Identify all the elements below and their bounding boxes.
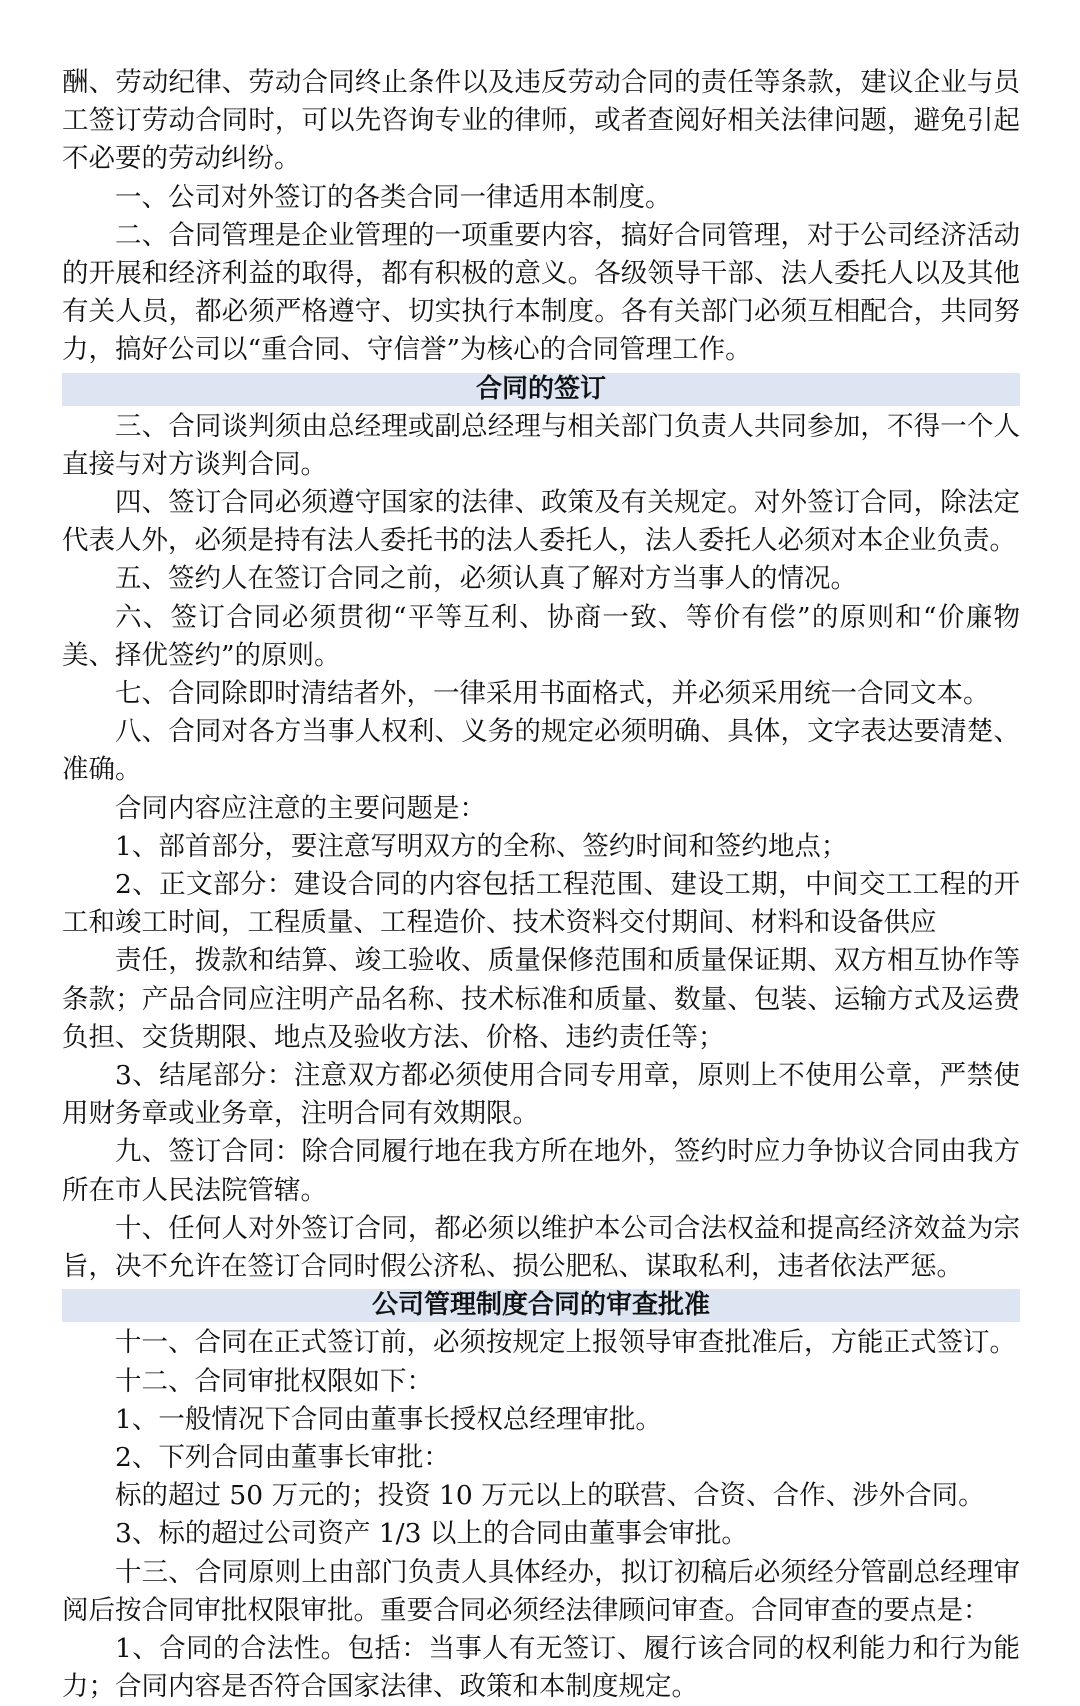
paragraph-intro-continuation: 酬、劳动纪律、劳动合同终止条件以及违反劳动合同的责任等条款，建议企业与员工签订劳动合同时，可以先咨询专业的律师，或者查阅好相关法律问题，避免引起不必要的劳动纠纷。 xyxy=(62,67,1020,175)
paragraph-article-13: 十三、合同原则上由部门负责人具体经办，拟订初稿后必须经分管副总经理审阅后按合同审批权限审批。重要合同必须经法律顾问审查。合同审查的要点是： xyxy=(62,1556,1020,1626)
paragraph-article-9: 九、签订合同：除合同履行地在我方所在地外，签约时应力争协议合同由我方所在市人民法院管辖。 xyxy=(62,1136,1020,1206)
paragraph-article-12-item-2: 2、下列合同由董事长审批： xyxy=(115,1441,450,1473)
paragraph-article-3: 三、合同谈判须由总经理或副总经理与相关部门负责人共同参加，不得一个人直接与对方谈判合同。 xyxy=(62,410,1020,480)
paragraph-article-1: 一、公司对外签订的各类合同一律适用本制度。 xyxy=(115,181,672,213)
paragraph-article-8: 八、合同对各方当事人权利、义务的规定必须明确、具体，文字表达要清楚、准确。 xyxy=(62,716,1020,786)
paragraph-article-12: 十二、合同审批权限如下： xyxy=(115,1365,433,1397)
paragraph-article-12-item-2-detail: 标的超过 50 万元的；投资 10 万元以上的联营、合资、合作、涉外合同。 xyxy=(115,1480,985,1512)
section-heading-contract-signing: 合同的签订 xyxy=(62,373,1020,406)
paragraph-article-8-item-2: 2、正文部分：建设合同的内容包括工程范围、建设工期，中间交工工程的开工和竣工时间，工程质量、工程造价、技术资料交付期间、材料和设备供应 xyxy=(62,869,1020,939)
paragraph-article-8-item-3: 3、结尾部分：注意双方都必须使用合同专用章，原则上不使用公章，严禁使用财务章或业务章，注明合同有效期限。 xyxy=(62,1060,1020,1130)
paragraph-article-10: 十、任何人对外签订合同，都必须以维护本公司合法权益和提高经济效益为宗旨，决不允许在签订合同时假公济私、损公肥私、谋取私利，违者依法严惩。 xyxy=(62,1212,1020,1283)
paragraph-article-11: 十一、合同在正式签订前，必须按规定上报领导审查批准后，方能正式签订。 xyxy=(115,1327,1016,1359)
paragraph-article-5: 五、签约人在签订合同之前，必须认真了解对方当事人的情况。 xyxy=(115,563,857,595)
paragraph-article-8-item-1: 1、部首部分，要注意写明双方的全称、签约时间和签约地点； xyxy=(115,830,848,862)
paragraph-article-8-intro: 合同内容应注意的主要问题是： xyxy=(115,792,486,824)
paragraph-article-6: 六、签订合同必须贯彻“平等互利、协商一致、等价有偿”的原则和“价廉物美、择优签约”的原则。 xyxy=(62,601,1020,671)
paragraph-article-4: 四、签订合同必须遵守国家的法律、政策及有关规定。对外签订合同，除法定代表人外，必须是持有法人委托书的法人委托人，法人委托人必须对本企业负责。 xyxy=(62,487,1020,557)
paragraph-article-7: 七、合同除即时清结者外，一律采用书面格式，并必须采用统一合同文本。 xyxy=(115,678,990,710)
section-heading-contract-approval: 公司管理制度合同的审查批准 xyxy=(62,1289,1020,1322)
paragraph-article-2: 二、合同管理是企业管理的一项重要内容，搞好合同管理，对于公司经济活动的开展和经济利益的取得，都有积极的意义。各级领导干部、法人委托人以及其他有关人员，都必须严格遵守、切实执行本制度。各有关部门必须互相配合，共同努力，搞好公司以“重合同、守信誉”为核心的合同管理工作。 xyxy=(62,219,1020,366)
paragraph-article-8-item-2-cont: 责任，拨款和结算、竣工验收、质量保修范围和质量保证期、双方相互协作等条款；产品合同应注明产品名称、技术标准和质量、数量、包装、运输方式及运费负担、交货期限、地点及验收方法、价格、违约责任等； xyxy=(62,945,1020,1053)
document-page xyxy=(62,64,1020,1706)
paragraph-article-12-item-1: 1、一般情况下合同由董事长授权总经理审批。 xyxy=(115,1403,662,1435)
paragraph-article-12-item-3: 3、标的超过公司资产 1/3 以上的合同由董事会审批。 xyxy=(115,1518,748,1550)
paragraph-article-13-item-1: 1、合同的合法性。包括：当事人有无签订、履行该合同的权利能力和行为能力；合同内容是否符合国家法律、政策和本制度规定。 xyxy=(62,1632,1020,1703)
